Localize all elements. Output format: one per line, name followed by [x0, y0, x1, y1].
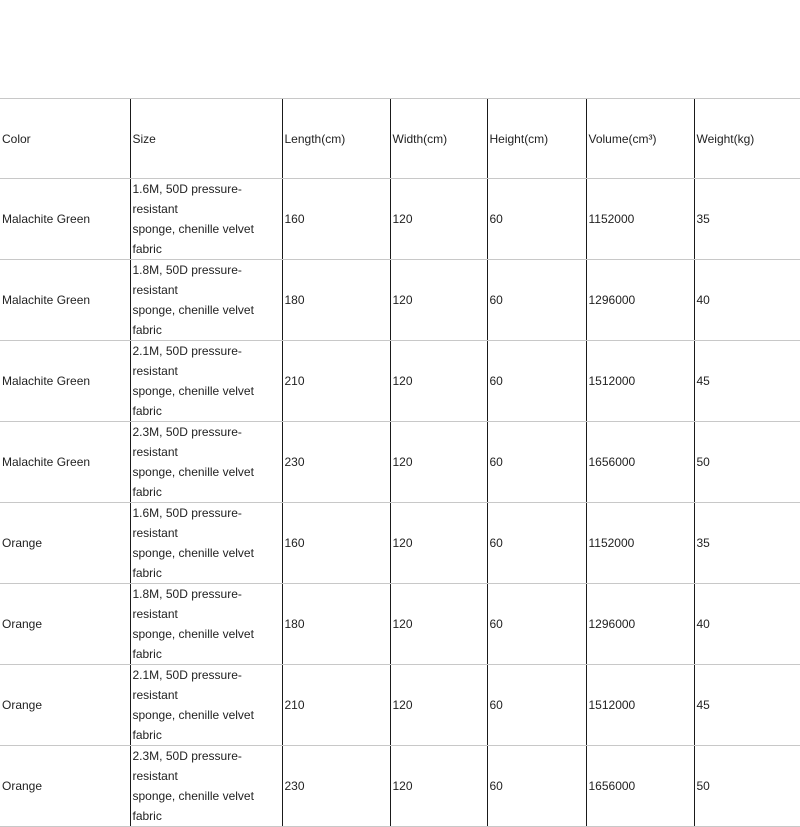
cell-size-line: sponge, chenille velvet fabric — [132, 627, 254, 661]
cell-width: 120 — [390, 422, 487, 503]
cell-volume: 1152000 — [586, 179, 694, 260]
column-header-length: Length(cm) — [282, 99, 390, 179]
cell-weight: 35 — [694, 503, 800, 584]
cell-color: Malachite Green — [0, 260, 130, 341]
table-row — [0, 503, 800, 584]
cell-volume: 1152000 — [586, 503, 694, 584]
cell-color: Orange — [0, 584, 130, 665]
table-row — [0, 584, 800, 665]
cell-color: Malachite Green — [0, 341, 130, 422]
cell-volume: 1296000 — [586, 584, 694, 665]
cell-volume: 1656000 — [586, 746, 694, 827]
cell-height: 60 — [487, 503, 586, 584]
cell-size-line: sponge, chenille velvet fabric — [132, 222, 254, 256]
cell-length: 180 — [282, 584, 390, 665]
table-row — [0, 179, 800, 260]
cell-weight: 45 — [694, 341, 800, 422]
cell-length: 160 — [282, 179, 390, 260]
cell-height: 60 — [487, 665, 586, 746]
cell-weight: 45 — [694, 665, 800, 746]
cell-size-line: sponge, chenille velvet fabric — [132, 384, 254, 418]
cell-size — [130, 422, 282, 503]
cell-height: 60 — [487, 584, 586, 665]
cell-color: Orange — [0, 665, 130, 746]
cell-size-line: 1.6M, 50D pressure-resistant — [132, 506, 242, 540]
cell-width: 120 — [390, 665, 487, 746]
cell-volume: 1512000 — [586, 341, 694, 422]
cell-height: 60 — [487, 341, 586, 422]
cell-length: 210 — [282, 341, 390, 422]
cell-weight: 50 — [694, 746, 800, 827]
column-header-weight: Weight(kg) — [694, 99, 800, 179]
cell-size — [130, 341, 282, 422]
column-header-color: Color — [0, 99, 130, 179]
cell-color: Orange — [0, 746, 130, 827]
cell-size-line: 1.6M, 50D pressure-resistant — [132, 182, 242, 216]
cell-length: 230 — [282, 422, 390, 503]
cell-size-line: 1.8M, 50D pressure-resistant — [132, 587, 242, 621]
cell-volume: 1656000 — [586, 422, 694, 503]
cell-color: Malachite Green — [0, 422, 130, 503]
table-row — [0, 341, 800, 422]
table-row — [0, 665, 800, 746]
cell-width: 120 — [390, 341, 487, 422]
cell-weight: 40 — [694, 584, 800, 665]
cell-width: 120 — [390, 260, 487, 341]
cell-size — [130, 665, 282, 746]
cell-size-line: sponge, chenille velvet fabric — [132, 303, 254, 337]
cell-length: 230 — [282, 746, 390, 827]
cell-width: 120 — [390, 584, 487, 665]
column-header-size: Size — [130, 99, 282, 179]
cell-size-line: sponge, chenille velvet fabric — [132, 546, 254, 580]
cell-width: 120 — [390, 179, 487, 260]
cell-size — [130, 503, 282, 584]
cell-size-line: 1.8M, 50D pressure-resistant — [132, 263, 242, 297]
cell-size — [130, 260, 282, 341]
cell-color: Orange — [0, 503, 130, 584]
cell-size — [130, 584, 282, 665]
cell-size — [130, 179, 282, 260]
cell-length: 180 — [282, 260, 390, 341]
cell-size-line: 2.3M, 50D pressure-resistant — [132, 425, 242, 459]
cell-height: 60 — [487, 746, 586, 827]
cell-height: 60 — [487, 179, 586, 260]
table-row — [0, 422, 800, 503]
cell-width: 120 — [390, 503, 487, 584]
table-row — [0, 746, 800, 827]
table-row — [0, 260, 800, 341]
cell-size-line: 2.1M, 50D pressure-resistant — [132, 668, 242, 702]
column-header-volume: Volume(cm³) — [586, 99, 694, 179]
column-header-height: Height(cm) — [487, 99, 586, 179]
cell-weight: 35 — [694, 179, 800, 260]
cell-size-line: sponge, chenille velvet fabric — [132, 708, 254, 742]
cell-size-line: 2.3M, 50D pressure-resistant — [132, 749, 242, 783]
cell-volume: 1296000 — [586, 260, 694, 341]
cell-length: 210 — [282, 665, 390, 746]
cell-weight: 50 — [694, 422, 800, 503]
spec-table — [0, 98, 800, 827]
cell-length: 160 — [282, 503, 390, 584]
cell-size-line: sponge, chenille velvet fabric — [132, 465, 254, 499]
cell-size — [130, 746, 282, 827]
spec-table-container — [0, 98, 800, 827]
cell-size-line: 2.1M, 50D pressure-resistant — [132, 344, 242, 378]
cell-color: Malachite Green — [0, 179, 130, 260]
cell-width: 120 — [390, 746, 487, 827]
cell-height: 60 — [487, 422, 586, 503]
cell-height: 60 — [487, 260, 586, 341]
column-header-width: Width(cm) — [390, 99, 487, 179]
cell-volume: 1512000 — [586, 665, 694, 746]
table-header-row — [0, 99, 800, 179]
cell-weight: 40 — [694, 260, 800, 341]
cell-size-line: sponge, chenille velvet fabric — [132, 789, 254, 823]
